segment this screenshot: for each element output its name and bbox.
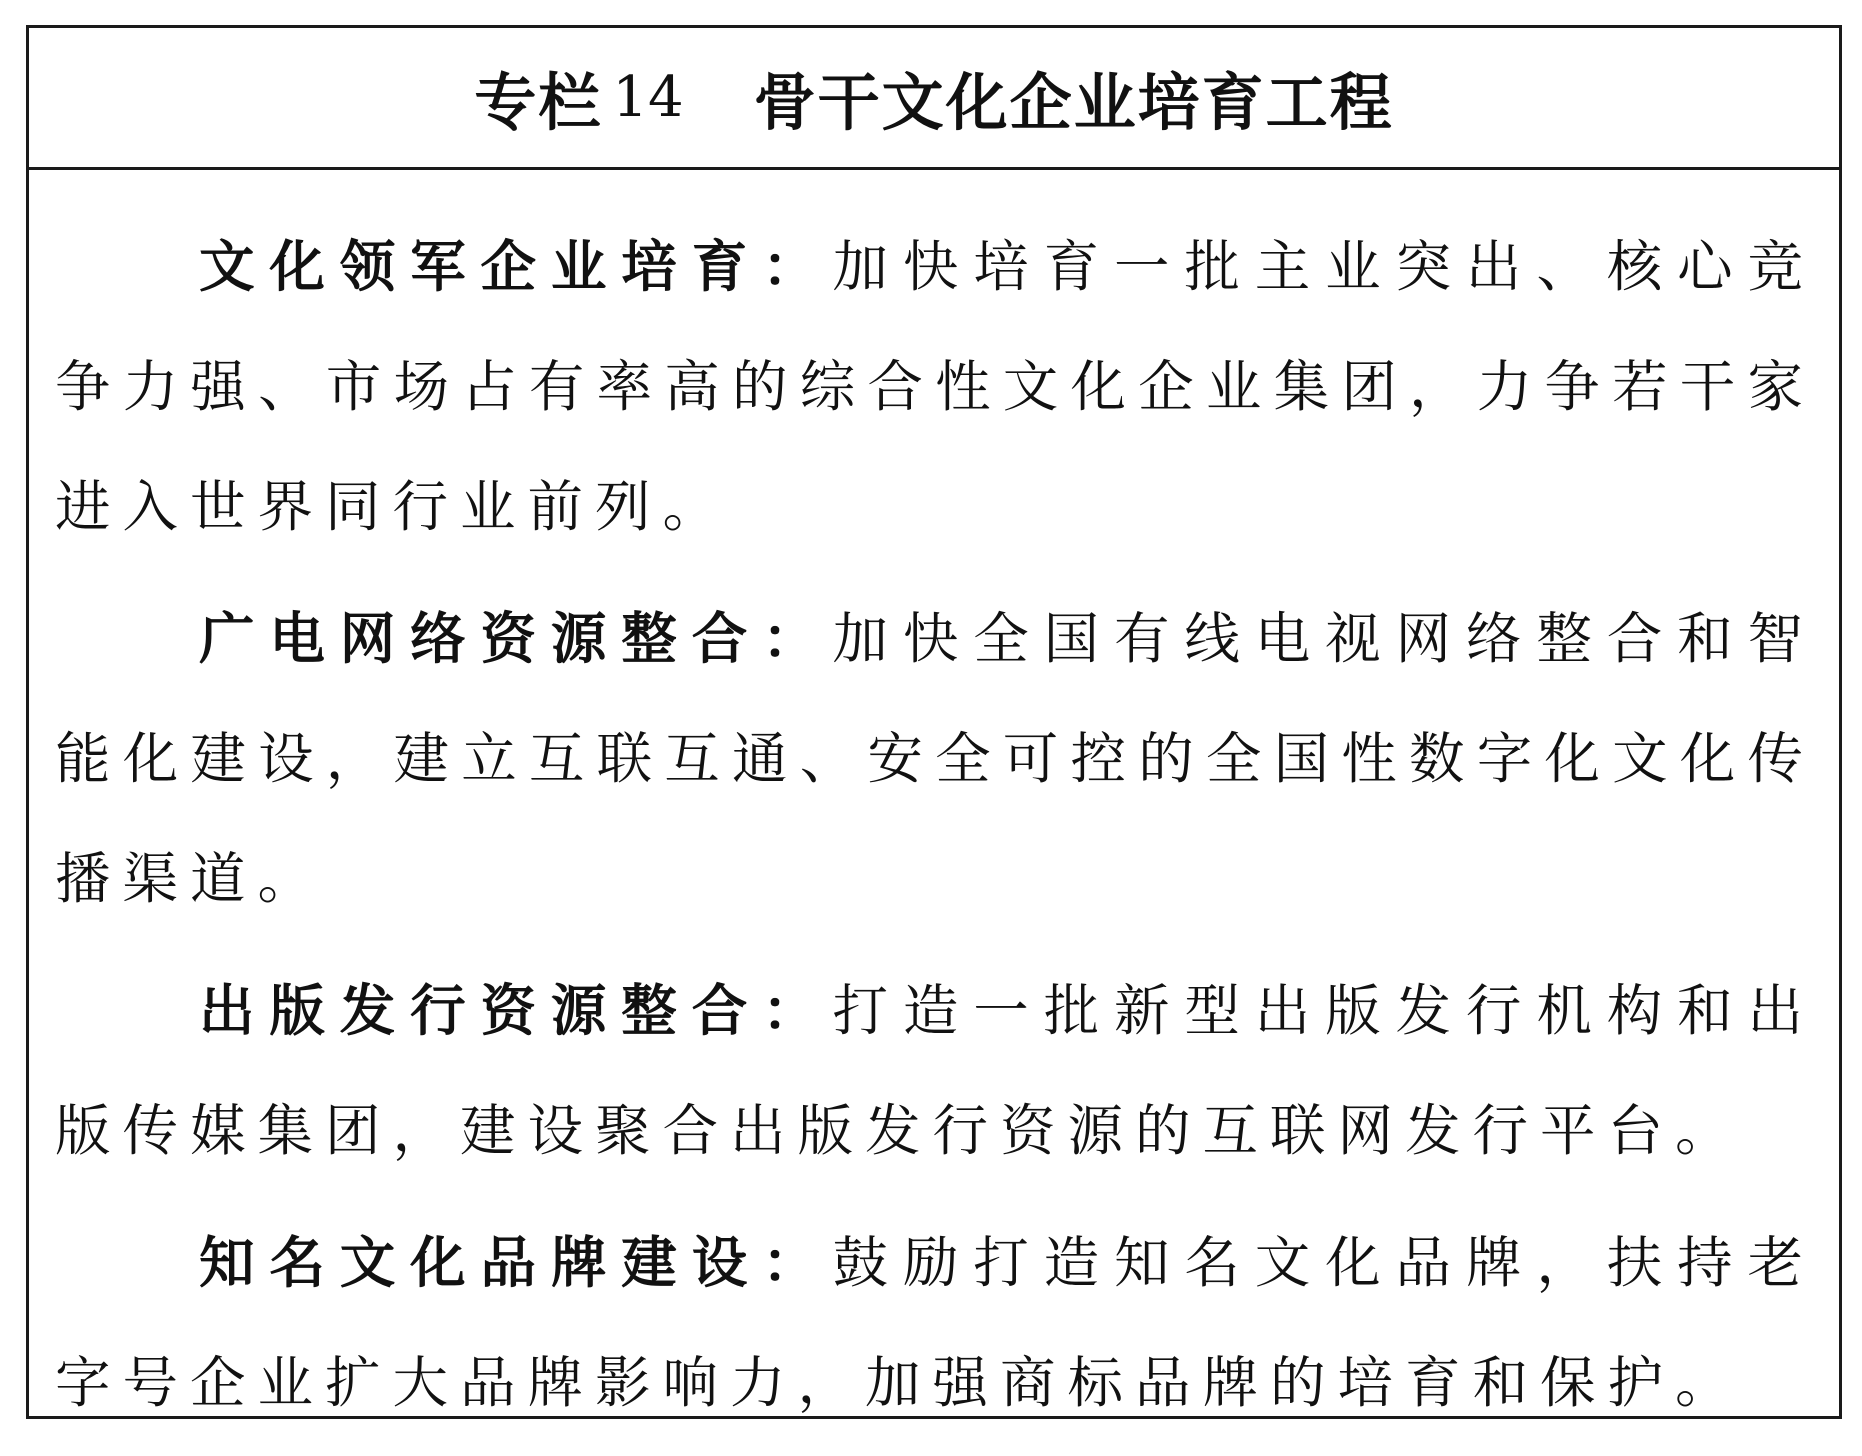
paragraph-heading: 文化领军企业培育： <box>199 235 833 300</box>
column-header <box>29 28 1839 170</box>
column-content <box>55 208 1815 1456</box>
column-label: 专栏 <box>474 66 603 139</box>
paragraph-heading: 出版发行资源整合： <box>199 979 833 1044</box>
column-box <box>26 25 1842 1419</box>
paragraph-text: 鼓励打造知名文化品牌，扶持老字号企业扩大品牌影响力，加强商标品牌的培育和保护。 <box>55 1231 1815 1416</box>
paragraph-heading: 广电网络资源整合： <box>199 607 833 672</box>
paragraph-publishing <box>55 952 1815 1192</box>
paragraph-text: 打造一批新型出版发行机构和出版传媒集团，建设聚合出版发行资源的互联网发行平台。 <box>55 979 1815 1164</box>
column-title: 骨干文化企业培育工程 <box>753 66 1394 139</box>
paragraph-brand-building <box>55 1204 1815 1444</box>
paragraph-text: 加快全国有线电视网络整合和智能化建设，建立互联互通、安全可控的全国性数字化文化传播渠道。 <box>55 607 1815 912</box>
paragraph-text: 加快培育一批主业突出、核心竞争力强、市场占有率高的综合性文化企业集团，力争若干家进入世界同行业前列。 <box>55 235 1815 540</box>
column-number: 14 <box>612 65 684 130</box>
paragraph-heading: 知名文化品牌建设： <box>199 1231 833 1296</box>
paragraph-broadcast-network <box>55 580 1815 940</box>
paragraph-leading-enterprises <box>55 208 1815 568</box>
